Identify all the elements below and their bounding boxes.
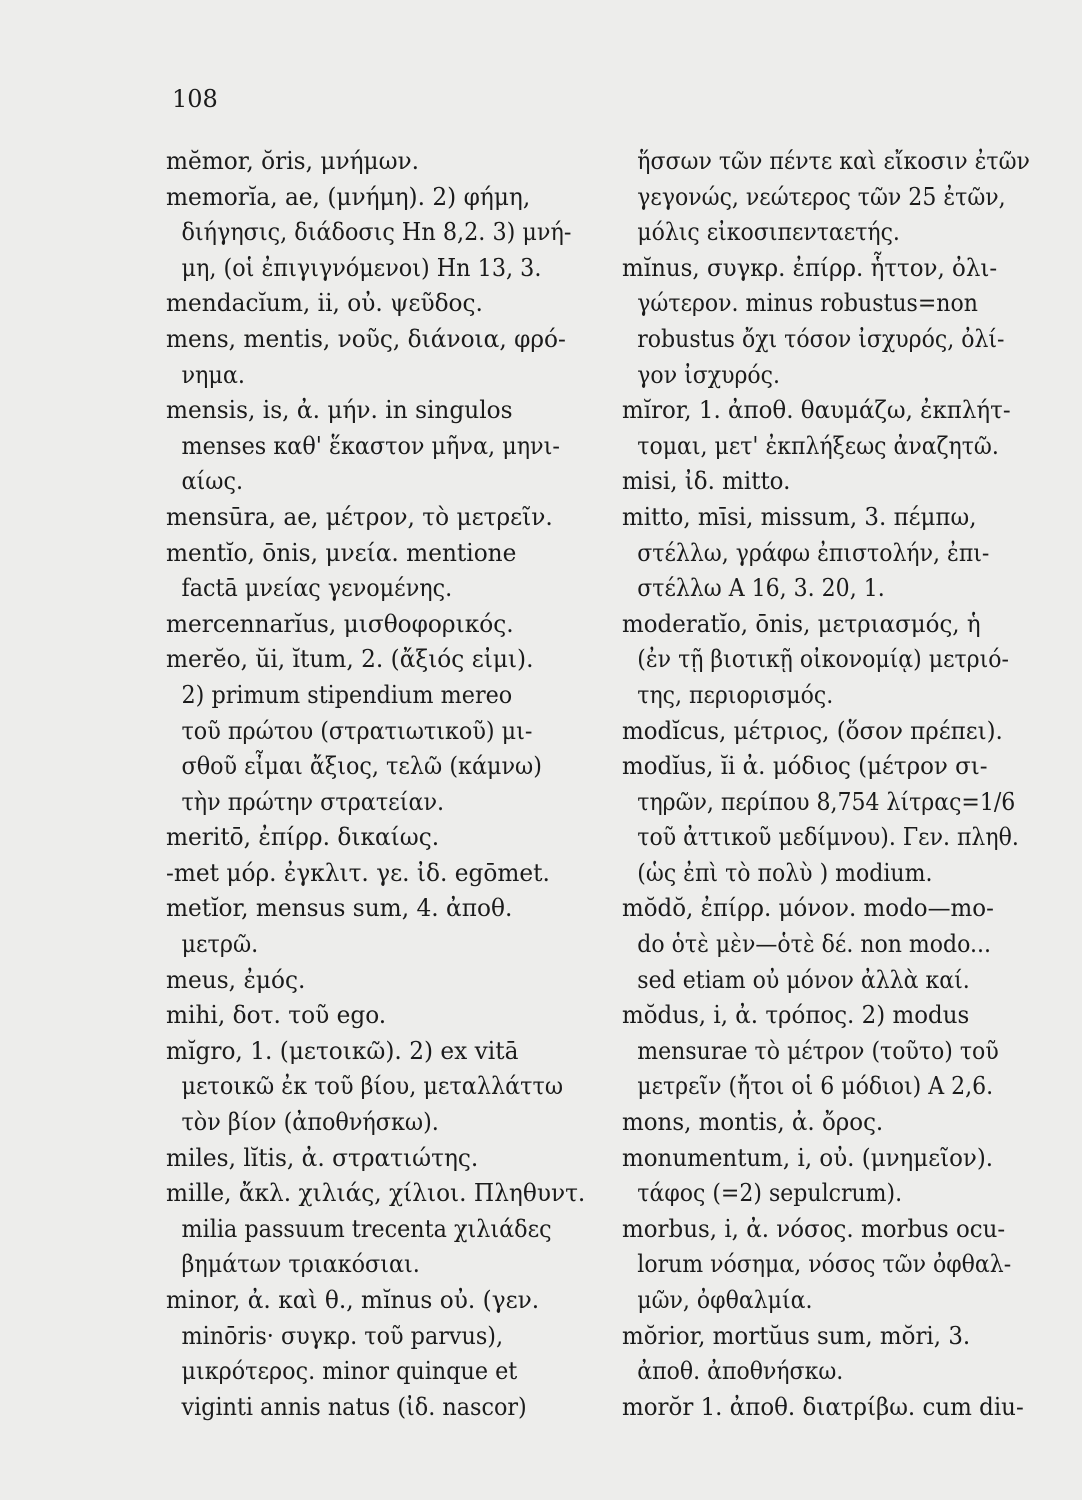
entry-continuation-line: viginti annis natus (ἰδ. nascor) [181, 1391, 527, 1421]
entry-headword-line: mŏdŏ, ἐπίρρ. μόνον. modo—mo- [622, 893, 994, 923]
entry-headword-line: morbus, i, ἀ. νόσος. morbus ocu- [622, 1213, 1006, 1243]
entry-headword-line: mŏdus, i, ἀ. τρόπος. 2) modus [622, 1000, 970, 1030]
entry-continuation-line: do ὁτὲ μὲν—ὁτὲ δέ. non modo... [637, 929, 992, 959]
entry-headword-line: mens, mentis, νοῦς, διάνοια, φρό- [166, 323, 566, 353]
entry-headword-line: metĭor, mensus sum, 4. ἀποθ. [166, 893, 513, 923]
entry-headword-line: meritō, ἐπίρρ. δικαίως. [166, 822, 440, 852]
entry-continuation-line: γώτερον. minus robustus=non [637, 288, 978, 318]
entry-continuation-line: τοῦ ἀττικοῦ μεδίμνου). Γεν. πληθ. [637, 822, 1019, 852]
right-column [622, 143, 1076, 1424]
entry-continuation-line: μόλις εἰκοσιπενταετής. [637, 217, 900, 247]
entry-headword-line: misi, ἰδ. mitto. [622, 466, 791, 496]
entry-continuation-line: sed etiam οὐ μόνον ἀλλὰ καί. [637, 964, 970, 994]
entry-headword-line: meus, ἐμός. [166, 964, 306, 994]
entry-continuation-line: στέλλω, γράφω ἐπιστολήν, ἐπι- [637, 537, 990, 567]
entry-continuation-line: μικρότερος. minor quinque et [181, 1356, 518, 1386]
entry-headword-line: -met μόρ. ἐγκλιτ. γε. ἰδ. egōmet. [166, 857, 550, 887]
entry-headword-line: mendacĭum, ii, οὐ. ψεῦδος. [166, 288, 483, 318]
entry-headword-line: mihi, δοτ. τοῦ ego. [166, 1000, 387, 1030]
entry-continuation-line: lorum νόσημα, νόσος τῶν ὀφθαλ- [637, 1249, 1012, 1279]
entry-continuation-line: ἀποθ. ἀποθνήσκω. [637, 1356, 844, 1386]
entry-continuation-line: μη, (οἱ ἐπιγιγνόμενοι) Hn 13, 3. [181, 252, 542, 282]
entry-headword-line: mensūra, ae, μέτρον, τὸ μετρεῖν. [166, 501, 553, 531]
entry-continuation-line: τάφος (=2) sepulcrum). [637, 1178, 903, 1208]
entry-continuation-line: στέλλω A 16, 3. 20, 1. [637, 573, 885, 603]
entry-headword-line: modĭus, ĭi ἀ. μόδιος (μέτρον σι- [622, 751, 988, 781]
entry-headword-line: moderatĭo, ōnis, μετριασμός, ἡ [622, 608, 981, 638]
entry-continuation-line: μετρῶ. [181, 929, 259, 959]
entry-continuation-line: νημα. [181, 359, 246, 389]
entry-headword-line: mĭnus, συγκρ. ἐπίρρ. ἧττον, ὀλι- [622, 252, 998, 282]
entry-continuation-line: τὴν πρώτην στρατείαν. [181, 786, 445, 816]
entry-continuation-line: γεγονώς, νεώτερος τῶν 25 ἐτῶν, [637, 181, 1006, 211]
entry-headword-line: monumentum, i, οὐ. (μνημεῖον). [622, 1142, 994, 1172]
entry-headword-line: miles, lĭtis, ἀ. στρατιώτης. [166, 1142, 479, 1172]
entry-continuation-line: σθοῦ εἶμαι ἄξιος, τελῶ (κάμνω) [181, 751, 542, 781]
entry-continuation-line: τὸν βίον (ἀποθνήσκω). [181, 1107, 439, 1137]
entry-continuation-line: τοῦ πρώτου (στρατιωτικοῦ) μι- [181, 715, 533, 745]
entry-headword-line: mensis, is, ἀ. μήν. in singulos [166, 395, 513, 425]
entry-headword-line: merĕo, ŭi, ĭtum, 2. (ἄξιός εἰμι). [166, 644, 534, 674]
entry-continuation-line: τηρῶν, περίπου 8,754 λίτρας=1/6 [637, 786, 1016, 816]
entry-continuation-line: αίως. [181, 466, 244, 496]
entry-continuation-line: βημάτων τριακόσιαι. [181, 1249, 420, 1279]
entry-continuation-line: μετοικῶ ἐκ τοῦ βίου, μεταλλάττω [181, 1071, 564, 1101]
entry-continuation-line: διήγησις, διάδοσις Hn 8,2. 3) μνή- [181, 217, 572, 247]
entry-headword-line: mentĭo, ōnis, μνεία. mentione [166, 537, 517, 567]
entry-continuation-line: robustus ὄχι τόσον ἰσχυρός, ὀλί- [637, 323, 1005, 353]
entry-headword-line: mŏrior, mortŭus sum, mŏri, 3. [622, 1320, 971, 1350]
entry-continuation-line: της, περιορισμός. [637, 679, 834, 709]
entry-continuation-line: (ἐν τῇ βιοτικῇ οἰκονομίᾳ) μετριό- [637, 644, 1009, 674]
entry-headword-line: mĭror, 1. ἀποθ. θαυμάζω, ἐκπλήτ- [622, 395, 1011, 425]
page-number: 108 [172, 85, 218, 113]
entry-headword-line: mercennarĭus, μισθοφορικός. [166, 608, 514, 638]
entry-headword-line: modĭcus, μέτριος, (ὅσον πρέπει). [622, 715, 1003, 745]
entry-headword-line: mille, ἄκλ. χιλιάς, χίλιοι. Πληθυντ. [166, 1178, 586, 1208]
entry-continuation-line: ἥσσων τῶν πέντε καὶ εἴκοσιν ἐτῶν [637, 146, 1030, 175]
entry-continuation-line: τομαι, μετ' ἐκπλήξεως ἀναζητῶ. [637, 430, 999, 460]
entry-continuation-line: milia passuum trecenta χιλιάδες [181, 1213, 552, 1243]
entry-headword-line: mĭgro, 1. (μετοικῶ). 2) ex vitā [166, 1035, 519, 1065]
left-column [166, 143, 611, 1424]
entry-headword-line: mĕmor, ŏris, μνήμων. [166, 146, 420, 175]
entry-continuation-line: μετρεῖν (ἤτοι οἱ 6 μόδιοι) A 2,6. [637, 1071, 994, 1101]
entry-continuation-line: mensurae τὸ μέτρον (τοῦτο) τοῦ [637, 1035, 999, 1065]
entry-continuation-line: (ὡς ἐπὶ τὸ πολὺ ) modium. [637, 857, 933, 887]
entry-continuation-line: factā μνείας γενομένης. [181, 573, 453, 603]
entry-continuation-line: menses καθ' ἕκαστον μῆνα, μηνι- [181, 430, 560, 460]
entry-headword-line: mons, montis, ἀ. ὄρος. [622, 1107, 884, 1137]
entry-continuation-line: μῶν, ὀφθαλμία. [637, 1285, 813, 1314]
entry-headword-line: memorĭa, ae, (μνήμη). 2) φήμη, [166, 181, 531, 211]
entry-continuation-line: 2) primum stipendium mereo [181, 679, 513, 709]
entry-continuation-line: γον ἰσχυρός. [637, 359, 780, 389]
entry-continuation-line: minōris· συγκρ. τοῦ parvus), [181, 1320, 504, 1350]
entry-headword-line: mitto, mīsi, missum, 3. πέμπω, [622, 501, 977, 531]
entry-headword-line: minor, ἀ. καὶ θ., mĭnus οὐ. (γεν. [166, 1285, 540, 1314]
entry-headword-line: morŏr 1. ἀποθ. διατρίβω. cum diu- [622, 1391, 1024, 1421]
